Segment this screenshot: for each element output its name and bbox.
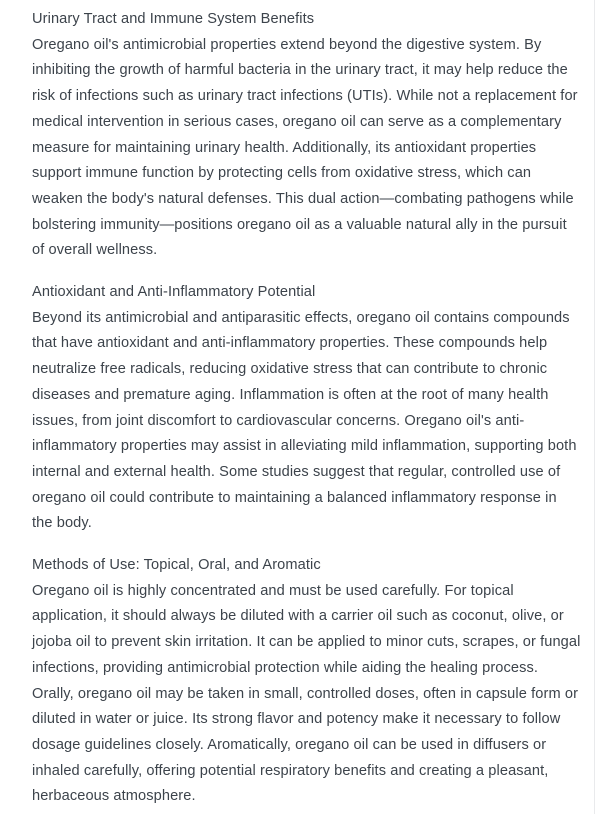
section-antioxidant: [32, 280, 581, 537]
section-heading: Antioxidant and Anti-Inflammatory Potential: [32, 284, 316, 301]
section-heading: Urinary Tract and Immune System Benefits: [32, 11, 315, 27]
section-paragraph: Beyond its antimicrobial and antiparasitic effects, oregano oil contains compounds that have antioxidant and anti-inflammatory properties. These compounds help neutralize free radicals, reducing oxidative stress that can contribute to chronic diseases and premature aging. Inflammation is often at the root of many health issues, from joint discomfort to cardiovascular concerns. Oregano oil's anti-inflammatory properties may assist in alleviating mild inflammation, supporting both internal and external health. Some studies suggest that regular, controlled use of oregano oil could contribute to maintaining a balanced inflammatory response in the body.: [32, 309, 577, 532]
section-paragraph: Oregano oil's antimicrobial properties extend beyond the digestive system. By inhibiting the growth of harmful bacteria in the urinary tract, it may help reduce the risk of infections such as urinary tract infections (UTIs). While not a replacement for medical intervention in serious cases, oregano oil can serve as a complementary measure for maintaining urinary health. Additionally, its antioxidant properties support immune function by protecting cells from oxidative stress, which can weaken the body's natural defenses. This dual action—combating pathogens while bolstering immunity—positions oregano oil as a valuable natural ally in the pursuit of overall wellness.: [32, 36, 578, 259]
scrollbar-track[interactable]: [594, 0, 607, 814]
section-heading: Methods of Use: Topical, Oral, and Aromatic: [32, 557, 321, 574]
section-methods-of-use: [32, 553, 581, 810]
section-paragraph: Oregano oil is highly concentrated and must be used carefully. For topical application, it should always be diluted with a carrier oil such as coconut, olive, or jojoba oil to prevent skin irritation. It can be applied to minor cuts, scrapes, or fungal infections, providing antimicrobial protection while aiding the healing process. Orally, oregano oil may be taken in small, controlled doses, often in capsule form or diluted in water or juice. Its strong flavor and potency make it necessary to follow dosage guidelines closely. Aromatically, oregano oil can be used in diffusers or inhaled carefully, offering potential respiratory benefits and creating a pleasant, herbaceous atmosphere.: [32, 582, 581, 805]
section-urinary-immune: [32, 7, 581, 264]
